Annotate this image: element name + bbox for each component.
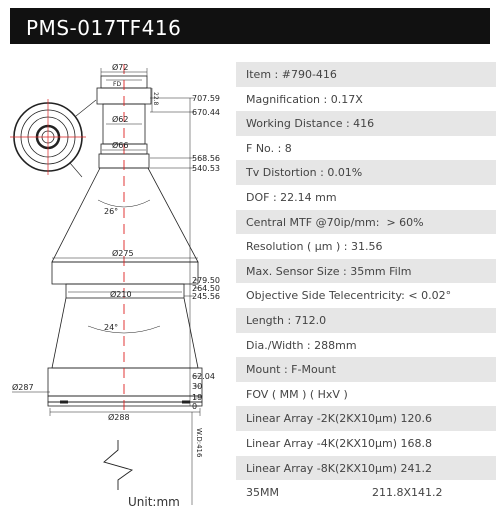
spec-resolution: Resolution ( μm ) : 31.56 [236, 234, 496, 259]
dim-base: Ø288 [108, 413, 130, 422]
dim-top-width: Ø72 [112, 63, 129, 72]
spec-mount: Mount : F-Mount [236, 357, 496, 382]
product-title-bar [10, 8, 490, 44]
spec-telecentricity: Objective Side Telecentricity: < 0.02° [236, 283, 496, 308]
spec-table [236, 62, 496, 505]
product-title: PMS-017TF416 [26, 16, 182, 40]
spec-linear-array-4k: Linear Array -4K(2KX10μm) 168.8 [236, 431, 496, 456]
spec-dof: DOF : 22.14 mm [236, 185, 496, 210]
spec-max-sensor-size: Max. Sensor Size : 35mm Film [236, 259, 496, 284]
right-dim-0: 707.59 [192, 94, 220, 103]
spec-tv-distortion: Tv Distortion : 0.01% [236, 160, 496, 185]
spec-dia-width: Dia./Width : 288mm [236, 333, 496, 358]
spec-magnification: Magnification : 0.17X [236, 87, 496, 112]
right-dim-5: 264.50 [192, 284, 220, 293]
spec-35mm [236, 480, 496, 505]
lens-front-view [10, 99, 96, 177]
angle-lower: 24° [104, 323, 119, 332]
right-dim-3: 540.53 [192, 164, 220, 173]
dim-mount-height: 22.8 [152, 92, 159, 106]
lens-side-view [48, 76, 202, 490]
right-dim-8: 30 [192, 382, 203, 391]
right-dim-10: 0 [192, 402, 198, 411]
spec-working-distance: Working Distance : 416 [236, 111, 496, 136]
right-dim-6: 245.56 [192, 292, 220, 301]
spec-length: Length : 712.0 [236, 308, 496, 333]
dim-working-distance: W.D:416 [195, 428, 203, 458]
spec-f-number: F No. : 8 [236, 136, 496, 161]
angle-upper: 26° [104, 207, 119, 216]
right-dim-1: 670.44 [192, 108, 220, 117]
spec-linear-array-2k: Linear Array -2K(2KX10μm) 120.6 [236, 406, 496, 431]
dim-window: Ø62 [112, 115, 129, 124]
dim-flange: Ø275 [112, 249, 134, 258]
spec-central-mtf: Central MTF @70ip/mm: > 60% [236, 210, 496, 235]
dim-base-outer: Ø287 [12, 383, 34, 392]
spec-linear-array-8k: Linear Array -8K(2KX10μm) 241.2 [236, 456, 496, 481]
right-dim-7: 62.04 [192, 372, 215, 381]
right-dim-4: 279.50 [192, 276, 220, 285]
spec-35mm-value: 211.8X141.2 [372, 486, 443, 500]
spec-35mm-label: 35MM [246, 486, 279, 500]
unit-label: Unit:mm [128, 495, 180, 509]
lens-technical-drawing [0, 55, 236, 527]
dim-neck: Ø66 [112, 141, 129, 150]
spec-item: Item : #790-416 [236, 62, 496, 87]
dim-flange-lower: Ø210 [110, 290, 132, 299]
dim-mount-label: FD [113, 81, 122, 88]
right-dim-9: 19 [192, 393, 203, 402]
dimension-lines [12, 68, 203, 505]
spec-fov-header: FOV ( MM ) ( HxV ) [236, 382, 496, 407]
right-dim-2: 568.56 [192, 154, 220, 163]
